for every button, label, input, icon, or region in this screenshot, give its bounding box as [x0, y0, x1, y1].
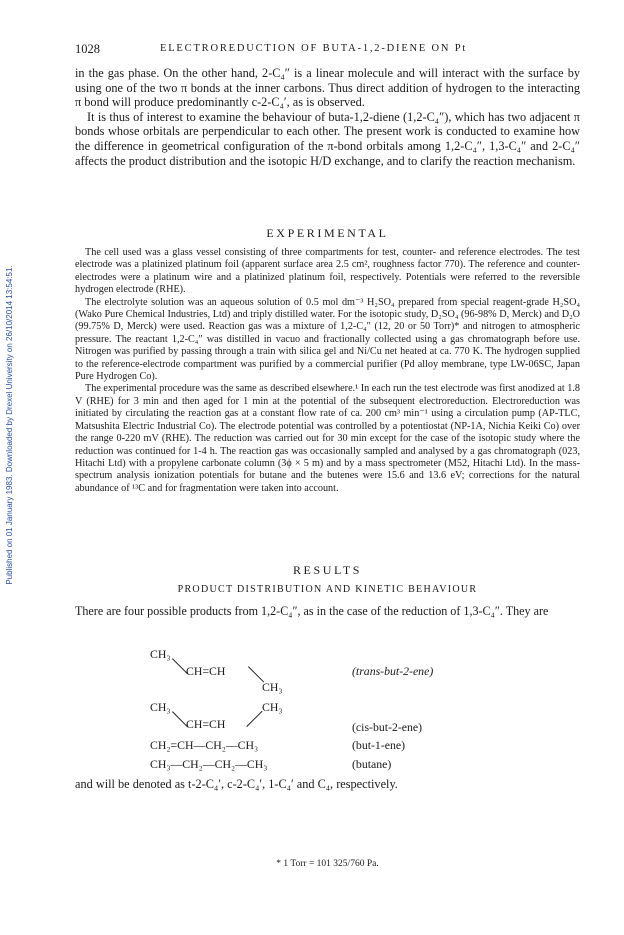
- trans-ch3-bottom: CH₃: [262, 680, 283, 694]
- intro-section: [75, 66, 580, 168]
- running-title: ELECTROREDUCTION OF BUTA-1,2-DIENE ON Pt: [160, 43, 468, 54]
- trans-ch-ch: CH=CH: [186, 664, 226, 678]
- intro-paragraph-1: in the gas phase. On the other hand, 2-C₄″ is a linear molecule and will interact with the surface by using one of the two π bonds at the inner carbons. Thus direct addition of hydrogen to the interacting π bond will produce predominantly c-2-C₄′, as is observed.: [75, 66, 580, 110]
- results-closing: [75, 777, 580, 792]
- cis-ch-ch: CH=CH: [186, 717, 226, 731]
- experimental-heading: EXPERIMENTAL: [266, 226, 389, 240]
- butane-label: (butane): [352, 757, 392, 771]
- page-header: [75, 42, 580, 58]
- intro-paragraph-2: It is thus of interest to examine the behaviour of buta-1,2-diene (1,2-C₄″), which has two adjacent π bonds whose orbitals are perpendicular to each other. The present work is conducted to examine how the difference in geometrical configuration of the π-bond orbitals among 1,2-C₄″, 1,3-C₄″ and 2-C₄″ affects the product distribution and the isotopic H/D exchange, and to clarify the reaction mechanism.: [75, 109, 580, 168]
- download-watermark: Published on 01 January 1983. Downloaded by Drexel University on 26/10/2014 13:54:51.: [5, 265, 14, 585]
- footnote: * 1 Torr = 101 325/760 Pa.: [276, 859, 379, 869]
- experimental-section: [75, 247, 580, 495]
- results-paragraph-1: There are four possible products from 1,2-C₄″, as in the case of the reduction of 1,3-C₄″. They are: [75, 604, 549, 618]
- cis-ch3-left: CH₃: [150, 700, 171, 714]
- results-heading: RESULTS: [292, 563, 363, 577]
- experimental-paragraph-1: The cell used was a glass vessel consisting of three compartments for test, counter- and reference electrodes. The test electrode was a platinized platinum foil (apparent surface area 2.5 cm², roughness factor 770). The reference and counter-electrodes were a platinum wire and a platinized platinum foil, respectively. Potentials were referred to the reversible hydrogen electrode (RHE).: [75, 247, 580, 296]
- experimental-paragraph-2: The electrolyte solution was an aqueous solution of 0.5 mol dm⁻³ H₂SO₄ prepared from special reagent-grade H₂SO₄ (Wako Pure Chemical Industries, Ltd) and triply distilled water. For the isotopic study, D₂SO₄ (96-98% D, Merck) and D₂O (99.75% D, Merck) were used. Reaction gas was a mixture of 1,2-C₄″ (12, 20 or 50 Torr)* and nitrogen to atmospheric pressure. The reactant 1,2-C₄″ was distilled in vacuo and fractionally collected using a gas chromatograph before use. Nitrogen was purified by passing through a train with silica gel and Ni/Cu net heated at ca. 770 K. The hydrogen supplied to the reference-electrode compartment was purified by a commercial purifier (Pd alloy membrane, type LW-06SC, Japan Pure Hydrogen Co).: [75, 296, 580, 383]
- trans-ch3-top: CH₃: [150, 647, 171, 661]
- but-1-ene-formula: CH₂=CH—CH₂—CH₃: [150, 738, 259, 752]
- results-paragraph-2: and will be denoted as t-2-C₄′, c-2-C₄′, 1-C₄′ and C₄, respectively.: [75, 777, 398, 791]
- experimental-paragraph-3: The experimental procedure was the same as described elsewhere.¹ In each run the test electrode was first anodized at 1.8 V (RHE) for 3 min and then aged for 1 min at the potential of the subsequent electroreduction. Electroreduction was initiated by circulating the reaction gas at a constant flow rate of ca. 200 cm³ min⁻¹ using a circulation pump (AP-TLC, Matsushita Electric Industrial Co). The electrode potential was controlled by a potentiostat (NP-1A, Nichia Keiki Co) over the range 0-220 mV (RHE). The reduction was carried out for 30 min except for the case of the isotopic study where the reduction was continued for 1-4 h. The reaction gas was occasionally sampled and analysed by a gas chromatograph (023, Hitachi Ltd) with a propylene carbonate column (3ϕ × 5 m) and by a mass spectrometer (M52, Hitachi Ltd). In the mass-spectrum analysis ionization potentials for butane and the butenes were 15.6 and 13.6 eV; corrections for the natural abundance of ¹³C and for fragmentation were taken into account.: [75, 383, 580, 494]
- cis-bond-right: [246, 711, 262, 727]
- page-number: 1028: [75, 42, 100, 56]
- cis-but-2-ene-label: (cis-but-2-ene): [352, 720, 423, 734]
- results-intro: [75, 604, 580, 619]
- results-subheading: PRODUCT DISTRIBUTION AND KINETIC BEHAVIOUR: [177, 584, 478, 595]
- butane-formula: CH₃—CH₂—CH₂—CH₃: [150, 757, 268, 771]
- but-1-ene-label: (but-1-ene): [352, 738, 406, 752]
- cis-ch3-right: CH₃: [262, 700, 283, 714]
- trans-but-2-ene-label: (trans-but-2-ene): [352, 664, 434, 678]
